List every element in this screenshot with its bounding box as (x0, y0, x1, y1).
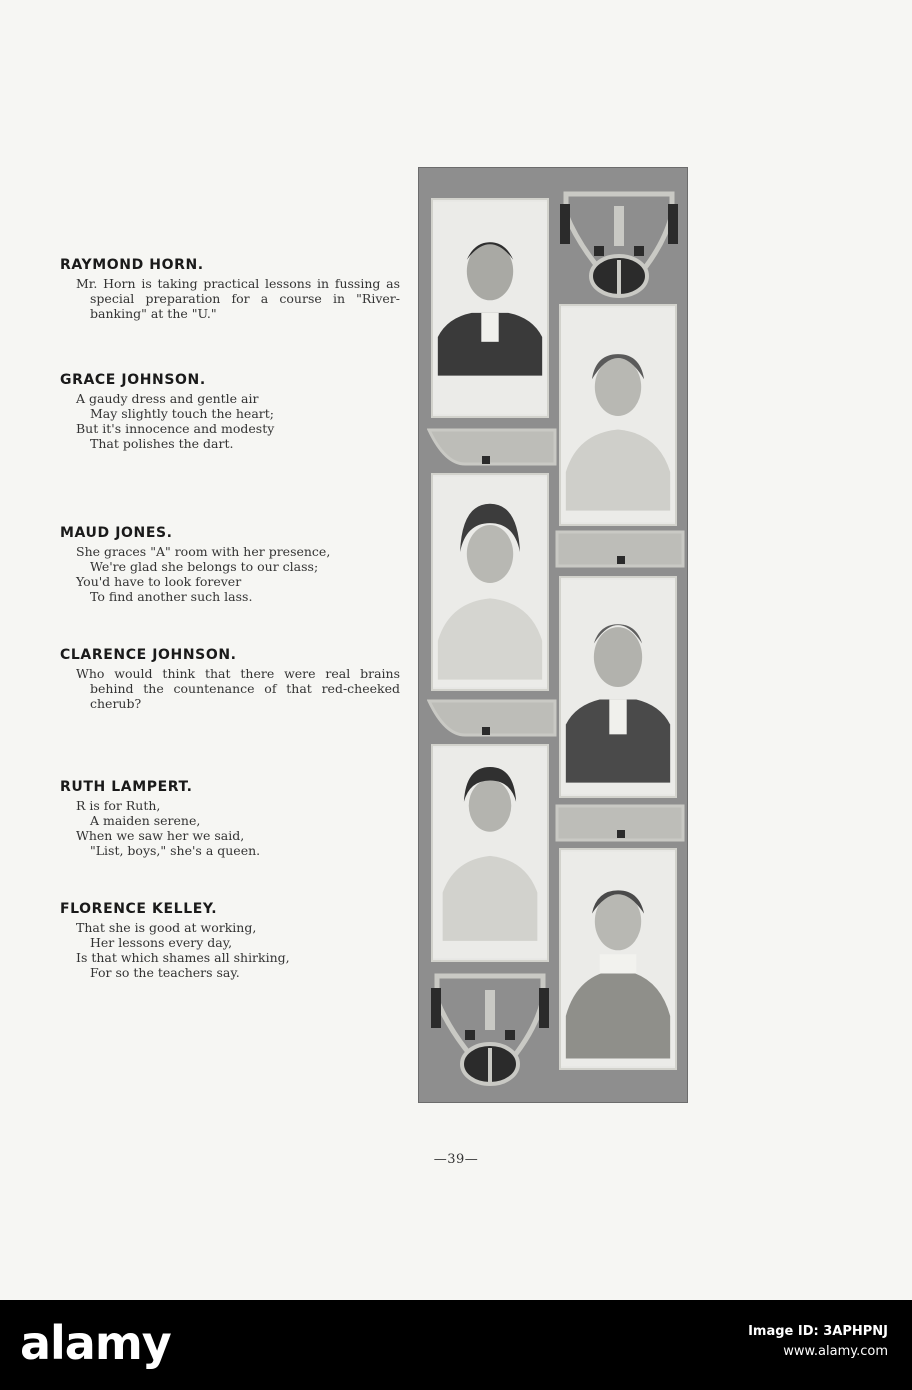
verse-line: She graces "A" room with her presence, (76, 544, 331, 559)
portrait-grace-johnson (559, 304, 677, 526)
verse-line: For so the teachers say. (90, 965, 240, 980)
verse-line: R is for Ruth, (76, 798, 161, 813)
entry-maud-jones (60, 525, 400, 604)
alamy-logo: alamy (20, 1316, 171, 1370)
entry-name: RUTH LAMPERT. (60, 779, 193, 795)
image-id-block (748, 1322, 888, 1362)
entry-name: RAYMOND HORN. (60, 257, 204, 273)
ornament-band (427, 424, 557, 470)
verse-line: A gaudy dress and gentle air (76, 391, 259, 406)
ornament-band (427, 695, 557, 741)
verse-line: When we saw her we said, (76, 828, 245, 843)
verse-line: We're glad she belongs to our class; (90, 559, 319, 574)
ornament-band (555, 526, 685, 572)
verse-line: Her lessons every day, (90, 935, 233, 950)
ornament-top (556, 188, 682, 306)
entry-text: Mr. Horn is taking practical lessons in fussing as special preparation for a course in "River-banking" at the "U." (76, 276, 400, 321)
ornament-band (555, 800, 685, 846)
page-number: —39— (433, 1152, 479, 1167)
watermark-footer (0, 1300, 912, 1390)
portrait-raymond-horn (431, 198, 549, 418)
entry-grace-johnson (60, 372, 400, 451)
photo-panel (419, 168, 687, 1102)
portrait-clarence-johnson (559, 576, 677, 798)
verse-line: Is that which shames all shirking, (76, 950, 290, 965)
verse-line: But it's innocence and modesty (76, 421, 275, 436)
entry-name: GRACE JOHNSON. (60, 372, 206, 388)
entry-ruth-lampert (60, 779, 400, 858)
website-url: www.alamy.com (783, 1344, 888, 1359)
image-id: Image ID: 3APHPNJ (748, 1324, 888, 1339)
verse-line: That she is good at working, (76, 920, 257, 935)
verse-line: That polishes the dart. (90, 436, 234, 451)
portrait-maud-jones (431, 473, 549, 691)
verse-line: To find another such lass. (90, 589, 253, 604)
entry-raymond-horn (60, 257, 400, 321)
portrait-ruth-lampert (431, 744, 549, 962)
entry-florence-kelley (60, 901, 400, 980)
verse-line: "List, boys," she's a queen. (90, 843, 261, 858)
entry-clarence-johnson (60, 647, 400, 711)
verse-line: A maiden serene, (90, 813, 201, 828)
verse-line: May slightly touch the heart; (90, 406, 274, 421)
entry-text: Who would think that there were real brains behind the countenance of that red-cheeked cherub? (76, 666, 400, 711)
ornament-bottom (427, 968, 553, 1096)
entry-name: FLORENCE KELLEY. (60, 901, 218, 917)
portrait-florence-kelley (559, 848, 677, 1070)
entry-name: MAUD JONES. (60, 525, 173, 541)
verse-line: You'd have to look forever (76, 574, 242, 589)
entry-name: CLARENCE JOHNSON. (60, 647, 237, 663)
